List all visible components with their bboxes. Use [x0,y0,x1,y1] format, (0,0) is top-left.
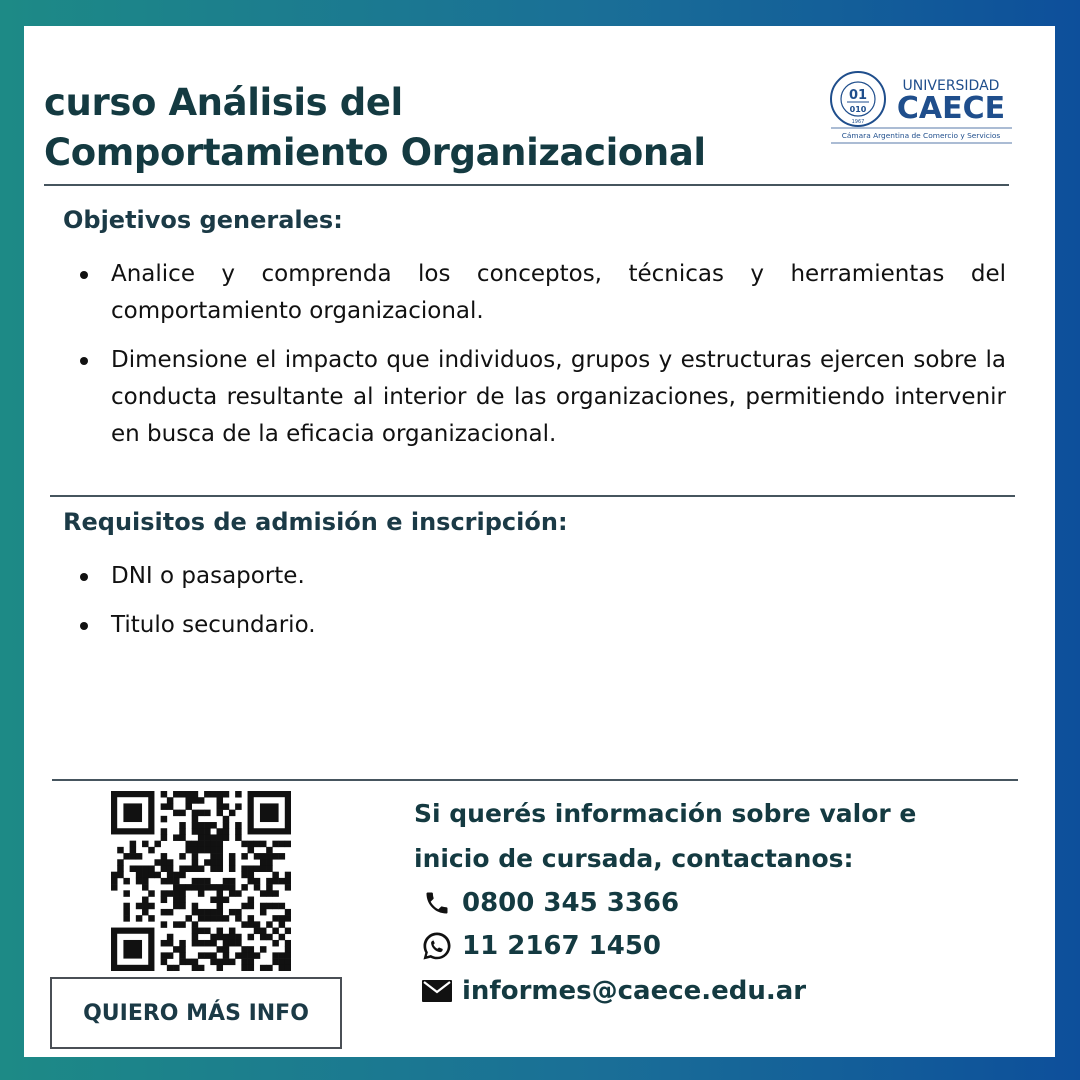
requirements-heading: Requisitos de admisión e inscripción: [63,508,568,536]
bullet-dot [80,271,88,279]
university-logo [829,70,1014,146]
bullet-dot [80,573,88,581]
logo-seal-number-top: 01 [848,88,868,103]
contact-email[interactable] [420,971,806,1011]
requirements-list [24,558,1055,656]
mail-icon [420,974,454,1008]
requirement-item [24,558,1055,595]
objective-text: Analice y comprenda los conceptos, técnicas y herramientas del comportamiento organizacional. [111,261,1006,324]
title-line-2: Comportamiento Organizacional [44,131,706,174]
objective-item [24,342,1055,453]
logo-seal-number-bottom: 010 [849,105,867,114]
objective-item [24,256,1055,330]
objectives-heading: Objetivos generales: [63,206,343,234]
logo-seal [831,72,885,126]
page-title [44,78,706,178]
contact-intro-line-1: Si querés información sobre valor e [414,799,917,828]
logo-university: UNIVERSIDAD [902,78,1000,94]
bullet-dot [80,357,88,365]
more-info-button[interactable]: QUIERO MÁS INFO [50,977,342,1049]
phone-number[interactable]: 0800 345 3366 [462,888,680,918]
objectives-list [24,256,1055,465]
requirement-text: DNI o pasaporte. [111,563,305,589]
phone-icon [420,886,454,920]
contact-intro-line-2: inicio de cursada, contactanos: [414,844,854,873]
logo-name: CAECE [896,91,1006,126]
requirement-text: Titulo secundario. [111,612,316,638]
flyer-card [24,26,1055,1057]
logo-seal-year: 1967 [851,119,865,125]
whatsapp-number[interactable]: 11 2167 1450 [462,931,662,961]
requirement-item [24,607,1055,644]
logo-tagline: Cámara Argentina de Comercio y Servicios [841,131,1001,140]
email-address[interactable]: informes@caece.edu.ar [462,976,807,1006]
whatsapp-icon [420,929,454,963]
footer-divider [52,779,1018,781]
contact-whatsapp[interactable] [420,926,661,966]
title-divider [44,184,1009,186]
bullet-dot [80,622,88,630]
title-line-1: curso Análisis del [44,81,403,124]
qr-code[interactable] [111,791,291,971]
section-divider [50,495,1015,497]
contact-intro [414,791,1014,881]
contact-phone[interactable] [420,883,679,923]
objective-text: Dimensione el impacto que individuos, grupos y estructuras ejercen sobre la conducta resultante al interior de las organizaciones, permitiendo intervenir en busca de la eficacia organizacional. [111,347,1006,447]
